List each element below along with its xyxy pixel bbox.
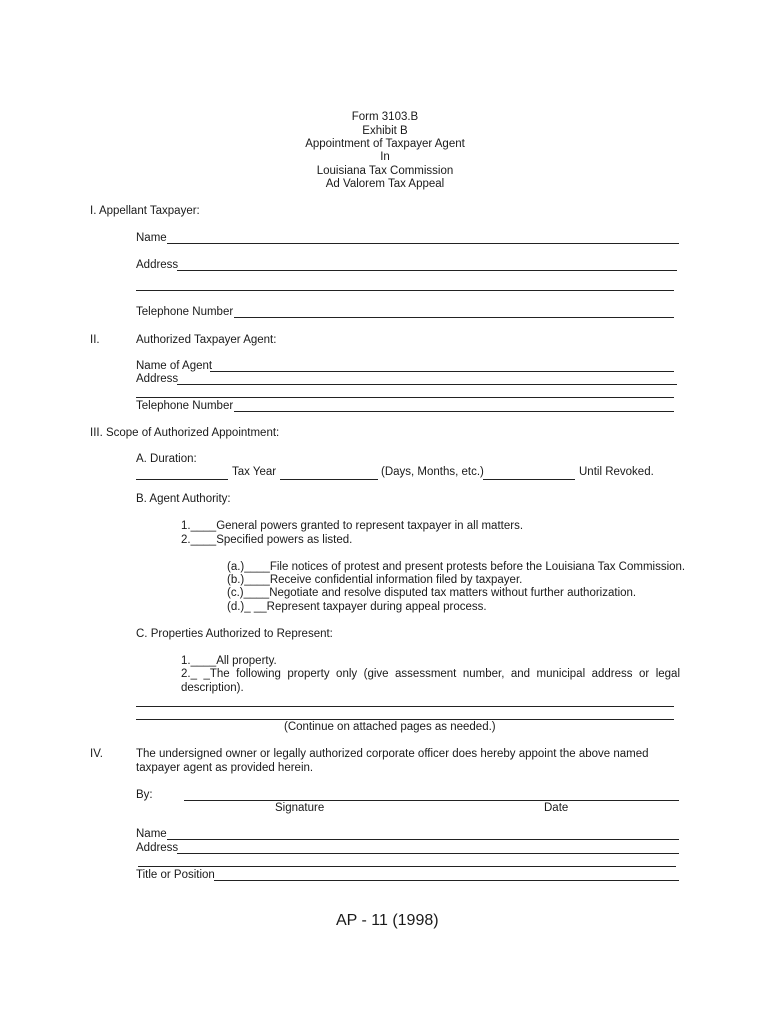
property-all-checkline[interactable]: 1.____ [181,655,217,667]
taxpayer-telephone-label: Telephone Number [136,306,234,318]
taxpayer-address-label: Address [136,259,179,271]
power-general-checkline[interactable]: 1.____ [181,520,217,532]
specified-power-a-text: File notices of protest and present protests before the Louisiana Tax Commission. [269,561,686,573]
section-2-number: II. [90,334,100,346]
property-all-text: All property. [216,655,277,667]
form-number: Form 3103.B [351,111,419,123]
document-title: Appointment of Taxpayer Agent [305,138,465,150]
section-4-text-line-1: The undersigned owner or legally authorized corporate officer does hereby appoint the above named [136,748,649,760]
specified-power-b-text: Receive confidential information filed by taxpayer. [269,574,523,586]
days-months-label: (Days, Months, etc.) [381,466,484,478]
continue-note: (Continue on attached pages as needed.) [284,721,496,733]
by-label: By: [136,789,153,801]
power-specified-checkline[interactable]: 2.____ [181,534,217,546]
specified-power-a-checkline[interactable]: (a.)____ [227,561,270,573]
taxpayer-telephone-field[interactable] [234,317,674,318]
specified-power-c-text: Negotiate and resolve disputed tax matters without further authorization. [269,587,637,599]
specified-power-a[interactable] [227,561,685,573]
specified-power-b-checkline[interactable]: (b.)____ [227,574,270,586]
specified-power-d[interactable] [227,601,487,613]
section-2-heading: Authorized Taxpayer Agent: [136,334,277,346]
power-general[interactable] [181,520,523,532]
taxpayer-name-label: Name [136,232,167,244]
agent-name-label: Name of Agent [136,360,213,372]
section-4-text-line-2: taxpayer agent as provided herein. [136,762,314,774]
section-3-heading: III. Scope of Authorized Appointment: [90,427,280,439]
title-position-field[interactable] [214,880,679,881]
title-position-label: Title or Position [136,869,215,881]
signer-name-label: Name [136,828,167,840]
until-revoked-label: Until Revoked. [579,466,654,478]
property-description-line-1[interactable] [136,706,674,707]
power-general-text: General powers granted to represent taxpayer in all matters. [216,520,524,532]
date-label: Date [544,802,569,814]
specified-power-c-checkline[interactable]: (c.)____ [227,587,270,599]
power-specified-text: Specified powers as listed. [216,534,353,546]
in-label: In [380,151,390,163]
taxpayer-name-field[interactable] [167,243,679,244]
agent-address-field[interactable] [177,384,677,385]
section-1-heading: I. Appellant Taxpayer: [90,205,200,217]
tax-year-field[interactable] [280,479,378,480]
agent-authority-label: B. Agent Authority: [136,493,231,505]
section-4-number: IV. [90,748,104,760]
property-following-line-2: description). [181,682,244,694]
specified-power-b[interactable] [227,574,522,586]
property-description-line-2[interactable] [136,719,674,720]
signer-name-field[interactable] [167,839,679,840]
taxpayer-address-field[interactable] [177,270,677,271]
property-all[interactable] [181,655,277,667]
specified-power-d-text: Represent taxpayer during appeal process. [266,601,487,613]
agent-telephone-field[interactable] [234,411,674,412]
duration-label: A. Duration: [136,453,197,465]
signature-field[interactable] [184,800,679,801]
signature-label: Signature [275,802,325,814]
tax-year-label: Tax Year [232,466,277,478]
days-months-field[interactable] [483,479,575,480]
specified-power-c[interactable] [227,587,636,599]
form-code-footer: AP - 11 (1998) [336,912,439,929]
commission-label: Louisiana Tax Commission [316,165,454,177]
exhibit-label: Exhibit B [362,125,408,137]
duration-field[interactable] [136,479,228,480]
agent-address-line-2[interactable] [136,397,674,398]
signer-address-line-2[interactable] [138,866,676,867]
agent-telephone-label: Telephone Number [136,400,234,412]
specified-power-d-checkline[interactable]: (d.)_ __ [227,601,267,613]
power-specified[interactable] [181,534,352,546]
properties-label: C. Properties Authorized to Represent: [136,628,333,640]
signer-address-field[interactable] [177,853,679,854]
agent-address-label: Address [136,373,179,385]
property-following-line-1[interactable]: 2._ _The following property only (give assessment number, and municipal address or legal [181,668,680,680]
agent-name-field[interactable] [210,371,674,372]
taxpayer-address-line-2[interactable] [136,290,674,291]
signer-address-label: Address [136,842,179,854]
appeal-label: Ad Valorem Tax Appeal [325,178,445,190]
